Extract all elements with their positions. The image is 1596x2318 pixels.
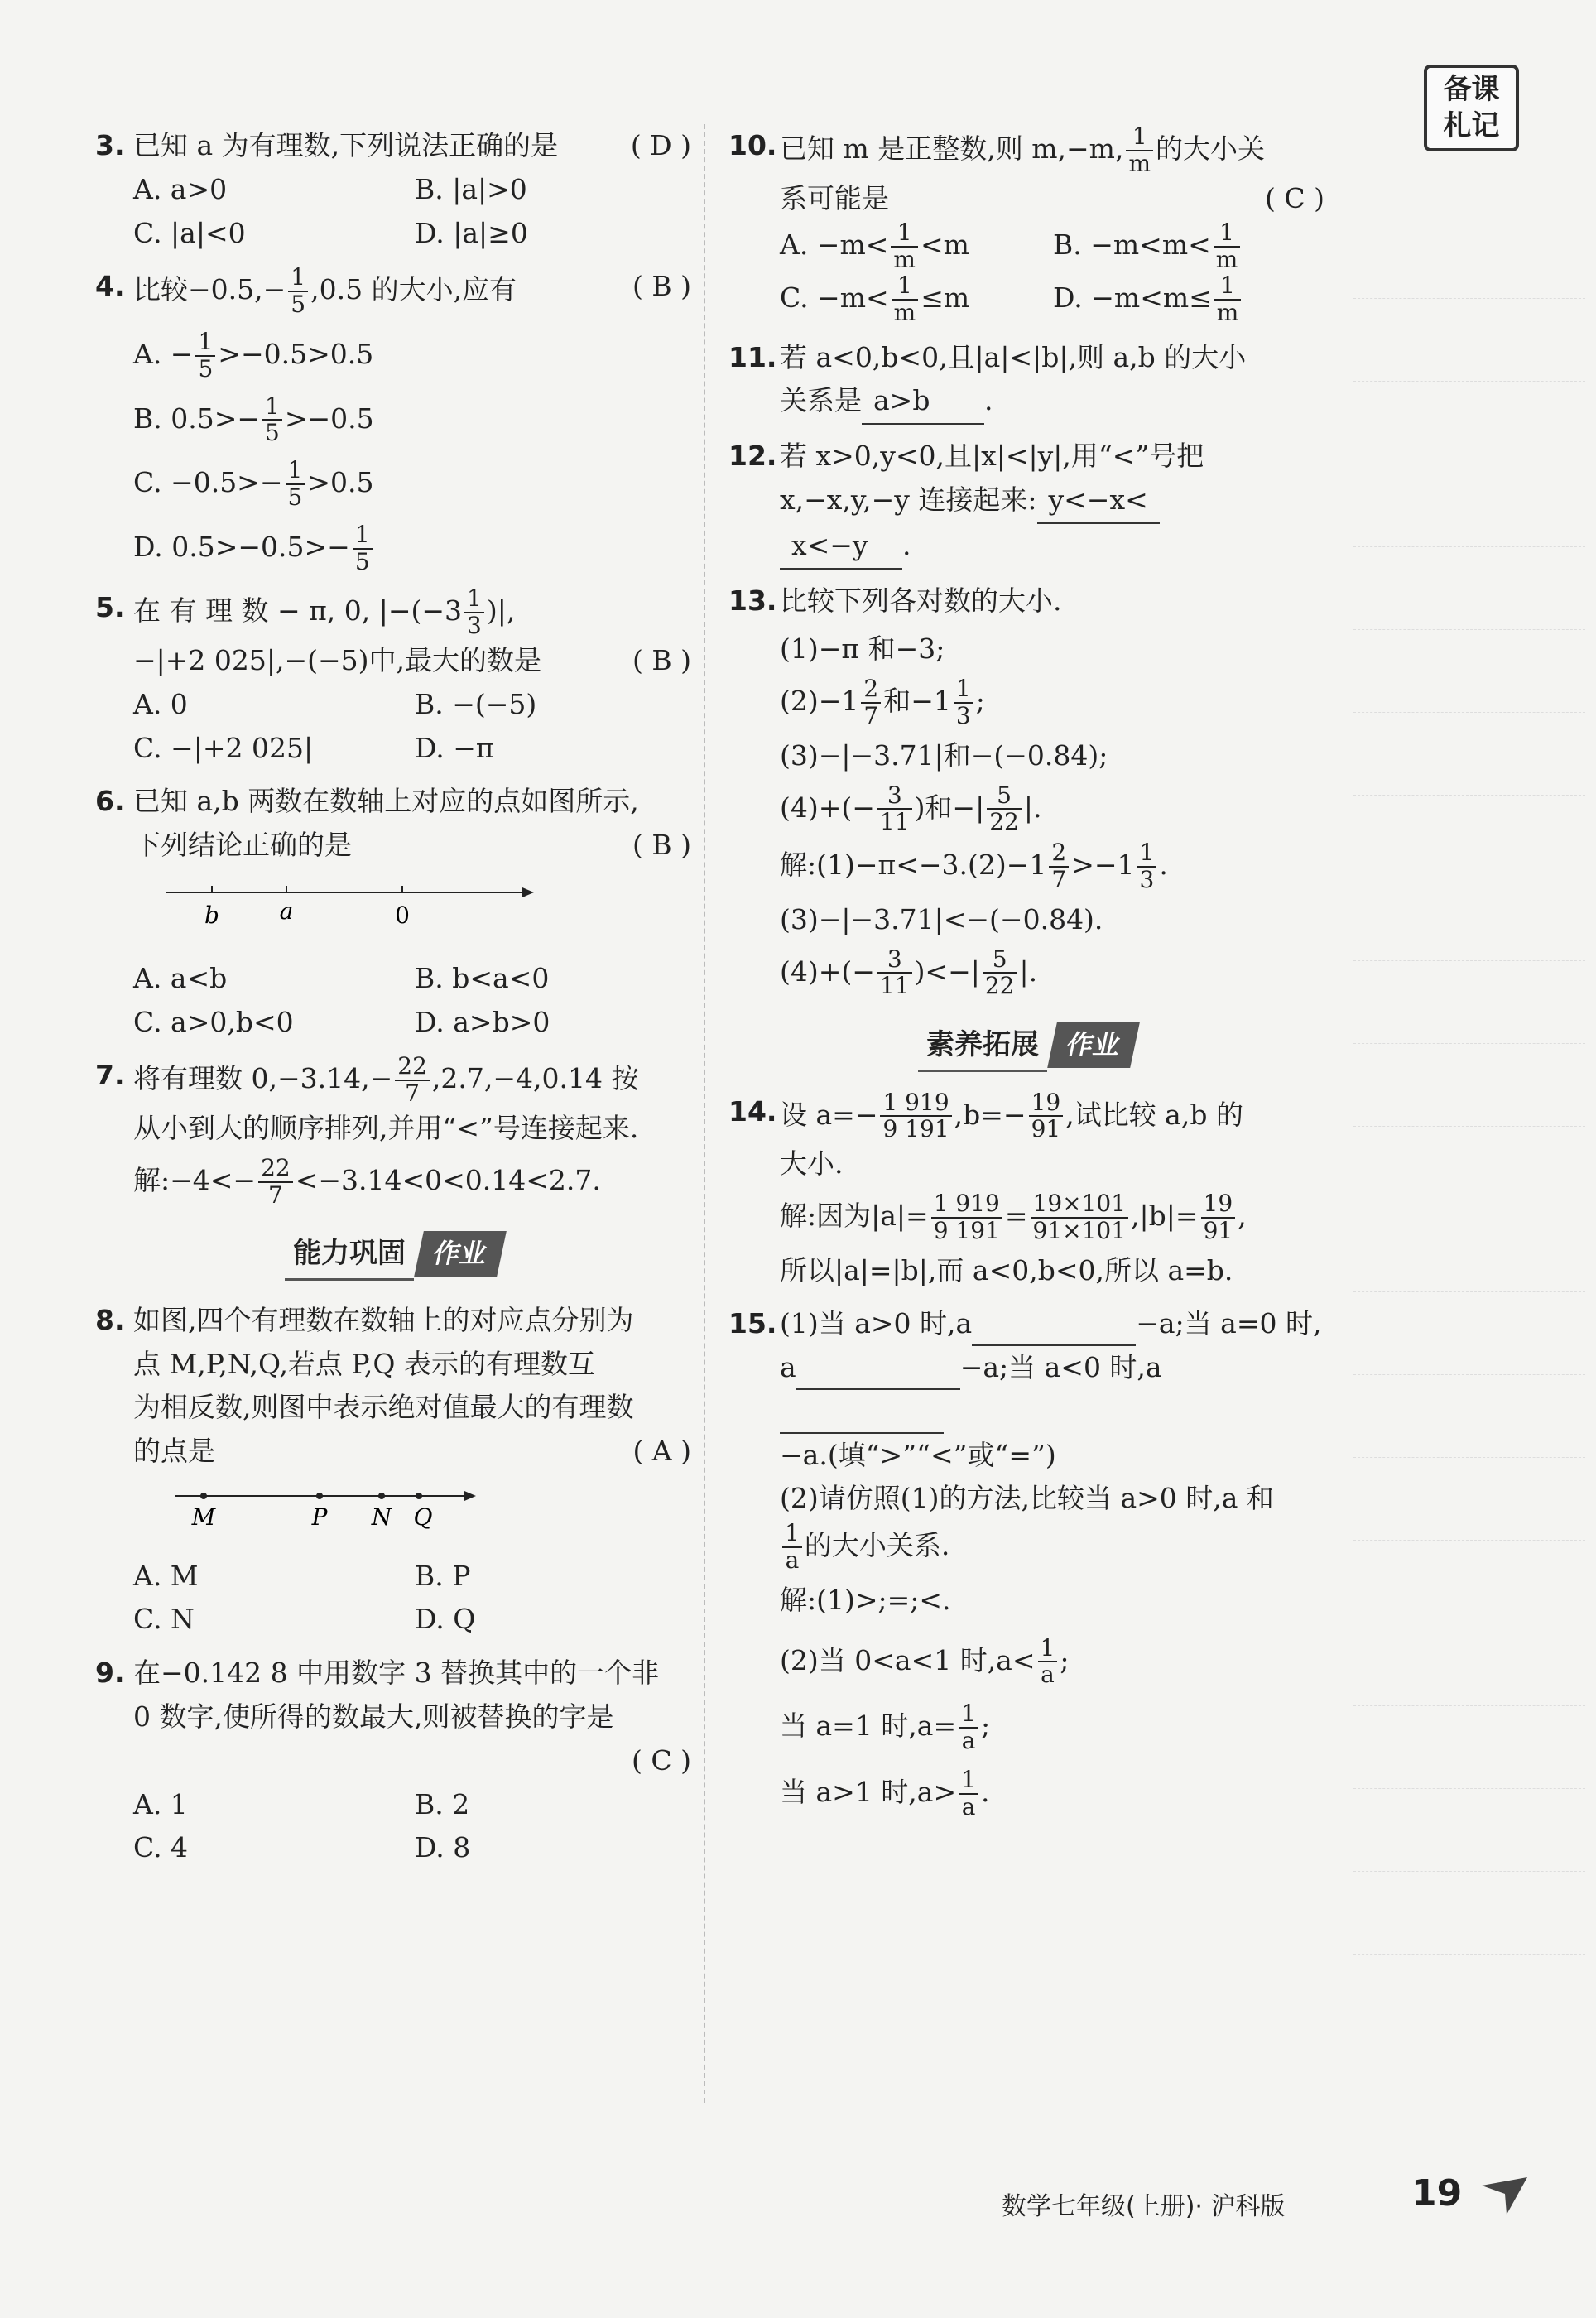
- badge-line-2: 札记: [1443, 109, 1500, 143]
- arrow-icon: [464, 1491, 476, 1501]
- option-b: B. 0.5>− $\frac{1}{5}$ >−0.5: [133, 392, 374, 447]
- sub-question-1: (1)−π 和−3;: [780, 632, 945, 666]
- fill-blank: [972, 1320, 1136, 1346]
- option-b: B. |a|>0: [415, 172, 527, 205]
- fraction: $\frac{22}{7}$: [395, 1054, 430, 1107]
- question-stem: 的大小关: [1156, 132, 1266, 165]
- question-number: 5.: [95, 591, 125, 624]
- section-tag: 作业: [414, 1231, 507, 1277]
- answer: ( C ): [632, 1743, 691, 1777]
- section-label: 能力巩固: [285, 1229, 414, 1280]
- question-stem: 比较下列各对数的大小.: [780, 584, 1062, 617]
- notes-rule: [1353, 1540, 1585, 1541]
- option-d: D. −π: [415, 731, 494, 764]
- number-line-figure: [133, 878, 547, 935]
- question-stem: 比较−0.5,−: [133, 273, 286, 306]
- question-stem: 如图,四个有理数在数轴上的对应点分别为: [133, 1303, 634, 1336]
- fill-blank: [780, 1407, 944, 1434]
- option-d: D. Q: [415, 1603, 476, 1636]
- question-stem: 已知 m 是正整数,则 m,−m,: [780, 132, 1124, 165]
- question-3: [95, 124, 691, 255]
- notes-rule: [1353, 298, 1585, 299]
- option-a: A. a<b: [133, 961, 228, 994]
- question-stem: 为相反数,则图中表示绝对值最大的有理数: [133, 1391, 634, 1424]
- question-9: [95, 1652, 691, 1870]
- question-13: [728, 580, 1324, 1000]
- section-header-literacy: [728, 1021, 1324, 1071]
- arrow-icon: [522, 887, 534, 897]
- question-stem: x,−x,y,−y 连接起来:: [780, 483, 1037, 516]
- question-stem: 0 数字,使所得的数最大,则被替换的字是: [133, 1700, 614, 1734]
- question-stem: 在 有 理 数 − π, 0, |−(−3: [133, 594, 463, 628]
- section-tag: 作业: [1047, 1022, 1140, 1068]
- question-7: [95, 1054, 691, 1208]
- question-number: 14.: [728, 1094, 777, 1128]
- axis-label-0: 0: [395, 901, 410, 929]
- option-a: A. 0: [133, 687, 188, 720]
- option-a: A. − $\frac{1}{5}$ >−0.5>0.5: [133, 327, 374, 382]
- axis-label-q: Q: [413, 1503, 433, 1531]
- sub-question-2: (2)−1 $\frac{2}{7}$ 和−1 $\frac{1}{3}$ ;: [780, 675, 985, 729]
- question-number: 9.: [95, 1657, 125, 1690]
- option-b: B. 2: [415, 1787, 470, 1820]
- answer: ( C ): [1265, 181, 1324, 214]
- answer: ( B ): [632, 643, 691, 676]
- question-11: 11. 若 a<0,b<0,且|a|<|b|,则 a,b 的大小 关系是 a>b .: [728, 336, 1324, 426]
- option-c: C. 4: [133, 1831, 189, 1864]
- corner-decoration-icon: [1482, 2177, 1531, 2219]
- option-c: C. −m< $\frac{1}{m}$ ≤m: [780, 271, 970, 326]
- solution: (4)+(− $\frac{3}{11}$ )<−| $\frac{5}{22}$ |.: [780, 945, 1038, 1000]
- solution: 当 a=1 时,a= $\frac{1}{a}$ ;: [780, 1700, 991, 1755]
- option-b: B. −(−5): [415, 687, 537, 720]
- notes-rule: [1353, 1788, 1585, 1789]
- solution: (2)当 0<a<1 时,a< $\frac{1}{a}$ ;: [780, 1633, 1070, 1689]
- option-c: C. N: [133, 1603, 195, 1636]
- lesson-notes-badge: [1424, 65, 1519, 151]
- answer: ( A ): [632, 1435, 691, 1468]
- option-d: D. 0.5>−0.5>− $\frac{1}{5}$: [133, 522, 691, 575]
- question-stem: 在−0.142 8 中用数字 3 替换其中的一个非: [133, 1657, 660, 1690]
- notes-rule: [1353, 1457, 1585, 1458]
- point-p: [316, 1493, 323, 1499]
- notes-rule: [1353, 1954, 1585, 1955]
- question-number: 10.: [728, 129, 777, 161]
- answer-blank: x<−y: [780, 524, 902, 570]
- option-c: C. a>0,b<0: [133, 1005, 294, 1038]
- left-column: [95, 124, 691, 1880]
- option-a: A. 1: [133, 1787, 188, 1820]
- question-4: [95, 265, 691, 575]
- option-a: A. −m< $\frac{1}{m}$ <m: [780, 219, 969, 274]
- question-number: 7.: [95, 1059, 125, 1092]
- solution: 所以|a|=|b|,而 a<0,b<0,所以 a=b.: [780, 1253, 1233, 1286]
- book-title-footer: 数学七年级(上册)· 沪科版: [1002, 2192, 1286, 2221]
- question-stem: 将有理数 0,−3.14,−: [133, 1062, 393, 1095]
- axis-label-p: P: [311, 1503, 328, 1531]
- option-d: D. 8: [415, 1831, 471, 1864]
- point-n: [378, 1493, 385, 1499]
- question-14: 14. 设 a=− $\frac{1 919}{9 191}$ ,b=− $\frac{19}{91}$ ,试比较 a,b 的 大小. 解:因为|a|= $\frac{1 919}{9 191}$ = $\frac{19\times 101}{91\times 101}$ ,|b|= $\frac{19}{91}$ , 所以|a|=|b|,而 a<0,b<0,所以 a=b.: [728, 1090, 1324, 1293]
- question-5: [95, 586, 691, 770]
- sub-question-3: (3)−|−3.71|和−(−0.84);: [780, 738, 1108, 772]
- badge-line-1: 备课: [1443, 73, 1500, 106]
- question-stem: 点 M,P,N,Q,若点 P,Q 表示的有理数互: [133, 1347, 595, 1380]
- question-stem: ,2.7,−4,0.14 按: [431, 1062, 639, 1095]
- question-stem: 下列结论正确的是: [133, 829, 352, 862]
- axis-label-a: a: [279, 897, 294, 925]
- right-column: [728, 124, 1324, 1830]
- question-number: 11.: [728, 340, 777, 373]
- question-8: [95, 1299, 691, 1642]
- page-number: 19: [1411, 2172, 1463, 2215]
- axis-label-b: b: [204, 901, 219, 929]
- question-stem: 大小.: [780, 1147, 844, 1181]
- question-stem: 已知 a 为有理数,下列说法正确的是: [133, 129, 559, 161]
- option-a: A. a>0: [133, 172, 228, 205]
- question-stem: −|+2 025|,−(−5)中,最大的数是: [133, 643, 542, 676]
- answer: ( B ): [632, 829, 691, 862]
- point-m: [200, 1493, 207, 1499]
- fraction: $\frac{1}{5}$: [288, 265, 308, 318]
- notes-rule: [1353, 381, 1585, 382]
- fraction: $\frac{1}{3}$: [464, 586, 484, 639]
- question-number: 3.: [95, 129, 125, 161]
- axis-label-m: M: [191, 1503, 216, 1531]
- solution: 解:−4<− $\frac{22}{7}$ <−3.14<0<0.14<2.7.: [133, 1153, 601, 1209]
- notes-rule: [1353, 712, 1585, 713]
- question-stem: 系可能是: [780, 181, 889, 214]
- point-q: [416, 1493, 422, 1499]
- notes-rule: [1353, 1374, 1585, 1375]
- solution: 解:因为|a|= $\frac{1 919}{9 191}$ = $\frac{19\times 101}{91\times 101}$ ,|b|= $\frac{19}{91}$ ,: [780, 1189, 1247, 1244]
- option-b: B. −m<m< $\frac{1}{m}$: [1053, 220, 1326, 273]
- fraction: $\frac{1}{m}$: [1126, 124, 1153, 177]
- sub-question-4: (4)+(− $\frac{3}{11}$ )和−| $\frac{5}{22}$ |.: [780, 781, 1042, 836]
- question-stem: 的点是: [133, 1435, 215, 1468]
- question-10: [728, 124, 1324, 326]
- question-stem: 若 a<0,b<0,且|a|<|b|,则 a,b 的大小: [780, 340, 1247, 373]
- section-label: 素养拓展: [918, 1021, 1047, 1071]
- solution: (3)−|−3.71|<−(−0.84).: [780, 902, 1103, 935]
- answer: ( B ): [632, 270, 691, 303]
- option-d: D. −m<m≤ $\frac{1}{m}$: [1053, 273, 1326, 326]
- option-c: C. −0.5>− $\frac{1}{5}$ >0.5: [133, 456, 374, 511]
- notes-rule: [1353, 1871, 1585, 1872]
- question-number: 8.: [95, 1303, 125, 1336]
- section-header-ability: [95, 1229, 691, 1280]
- fill-blank: [796, 1363, 960, 1390]
- option-d: D. a>b>0: [415, 1005, 550, 1038]
- question-stem: 已知 a,b 两数在数轴上对应的点如图所示,: [133, 785, 639, 818]
- number-line-figure: [133, 1484, 547, 1533]
- notes-rule: [1353, 960, 1585, 961]
- question-6: [95, 780, 691, 1044]
- answer: ( D ): [630, 129, 691, 161]
- question-number: 6.: [95, 785, 125, 818]
- question-number: 12.: [728, 440, 777, 473]
- solution: 解:(1)−π<−3.(2)−1 $\frac{2}{7}$ >−1 $\frac{1}{3}$ .: [780, 839, 1168, 893]
- question-stem: 若 x>0,y<0,且|x|<|y|,用“<”号把: [780, 440, 1204, 473]
- option-d: D. |a|≥0: [415, 216, 528, 249]
- notes-rule: [1353, 546, 1585, 547]
- question-15: 15. (1)当 a>0 时,a −a;当 a=0 时, a −a;当 a<0 时,a −a.(填“>”“<”或“=”) (2)请仿照(1)的方法,比较当 a>0 时,a 和 $\frac{1}{a}$ 的大小关系. 解:(1)>;=;<. (2)当 0<a<1 时,a< $\frac{1}{a}$ ; 当 a=1 时,a= $\frac{1}{a}$ ; 当 a>1 时,a> $\frac{1}{a}$ .: [728, 1302, 1324, 1820]
- question-stem: ,0.5 的大小,应有: [310, 273, 517, 306]
- question-12: 12. 若 x>0,y<0,且|x|<|y|,用“<”号把 x,−x,y,−y 连接起来: y<−x< x<−y .: [728, 435, 1324, 569]
- question-number: 4.: [95, 270, 125, 303]
- question-number: 15.: [728, 1307, 777, 1340]
- notes-rule: [1353, 629, 1585, 630]
- solution: 当 a>1 时,a> $\frac{1}{a}$ .: [780, 1765, 990, 1820]
- answer-blank: a>b: [862, 379, 984, 425]
- option-c: C. |a|<0: [133, 216, 246, 249]
- question-stem: )|,: [486, 594, 516, 628]
- option-b: B. P: [415, 1559, 471, 1592]
- column-divider: [704, 124, 705, 2103]
- option-c: C. −|+2 025|: [133, 731, 314, 764]
- answer-blank: y<−x<: [1037, 479, 1160, 524]
- notes-rule: [1353, 1705, 1585, 1706]
- question-number: 13.: [728, 584, 777, 617]
- notes-rule: [1353, 1043, 1585, 1044]
- axis-label-n: N: [371, 1503, 392, 1531]
- notes-rule: [1353, 1126, 1585, 1127]
- notes-rule: [1353, 1291, 1585, 1292]
- solution: 解:(1)>;=;<.: [780, 1583, 951, 1616]
- option-a: A. M: [133, 1559, 199, 1592]
- question-stem: 关系是: [780, 384, 862, 417]
- notes-rule: [1353, 795, 1585, 796]
- question-stem: 从小到大的顺序排列,并用“<”号连接起来.: [133, 1111, 639, 1144]
- option-b: B. b<a<0: [415, 961, 550, 994]
